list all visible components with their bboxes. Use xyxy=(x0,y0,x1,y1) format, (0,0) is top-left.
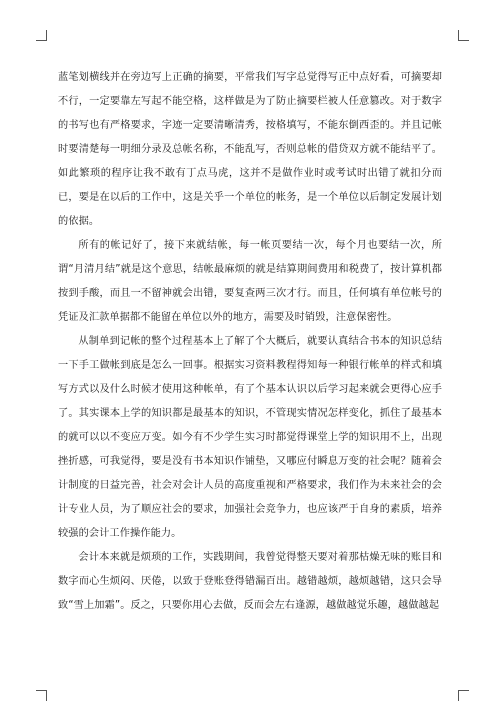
paragraph: 所有的帐记好了，接下来就结帐，每一帐页要结一次，每个月也要结一次，所谓“月清月结”就是这个意思，结帐最麻烦的就是结算期间费用和税费了，按计算机都按到手酸，而且一不留神就会出错，要复查两三次才行。而且，任何填有单位帐号的凭证及汇款单据都不能留在单位以外的地方，需要及时销毁，注意保密性。 xyxy=(58,240,442,323)
crop-mark-top-left xyxy=(36,30,47,41)
crop-mark-bottom-right xyxy=(458,690,469,701)
crop-mark-top-right xyxy=(458,30,469,41)
document-body xyxy=(58,66,442,618)
paragraph: 蓝笔划横线并在旁边写上正确的摘要，平常我们写字总觉得写正中点好看，可摘要却不行，一定要靠左写起不能空格，这样做是为了防止摘要栏被人任意篡改。对于数字的书写也有严格要求，字迹一定要清晰清秀，按格填写，不能东倒西歪的。并且记帐时要清楚每一明细分录及总帐名称，不能乱写，否则总帐的借贷双方就不能结平了。如此繁琐的程序让我不敢有丁点马虎，这并不是做作业时或考试时出错了就扣分而已，要是在以后的工作中，这是关乎一个单位的帐务，是一个单位以后制定发展计划的依据。 xyxy=(58,72,442,227)
paragraph: 从制单到记帐的整个过程基本上了解了个大概后，就要认真结合书本的知识总结一下手工做帐到底是怎么一回事。根据实习资料教程得知每一种银行帐单的样式和填写方式以及什么时候才使用这种帐单，有了个基本认识以后学习起来就会更得心应手了。其实课本上学的知识都是最基本的知识，不管现实情况怎样变化，抓住了最基本的就可以以不变应万变。如今有不少学生实习时都觉得课堂上学的知识用不上，出现挫折感，可我觉得，要是没有书本知识作铺垫，又哪应付瞬息万变的社会呢？随着会计制度的日益完善，社会对会计人员的高度重视和严格要求，我们作为未来社会的会计专业人员，为了顺应社会的要求，加强社会竞争力，也应该严于自身的素质，培养较强的会计工作操作能力。 xyxy=(58,336,442,539)
paragraph: 会计本来就是烦琐的工作，实践期间，我曾觉得整天要对着那枯燥无味的账目和数字而心生烦闷、厌倦，以致于登账登得错漏百出。越错越烦，越烦越错，这只会导致“雪上加霜”。反之，只要你用心去做，反而会左右逢源，越做越觉乐趣，越做越起 xyxy=(58,552,442,611)
crop-mark-bottom-left xyxy=(36,690,47,701)
